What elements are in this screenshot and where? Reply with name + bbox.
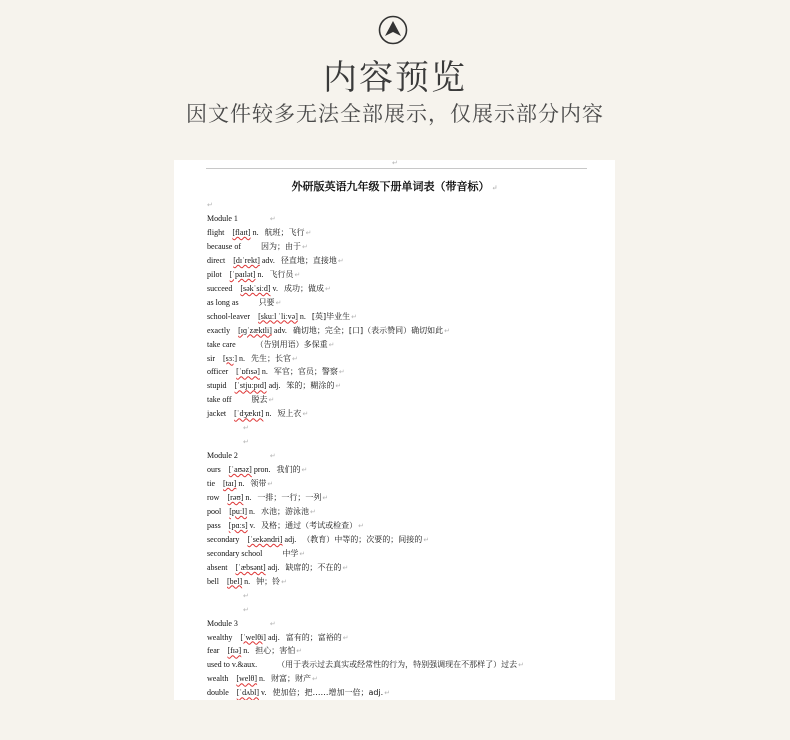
vocab-meaning: （告别用语）多保重 xyxy=(255,339,328,349)
vocab-word: sir xyxy=(207,353,215,363)
vocab-phonetic: [səkˈsiːd] xyxy=(240,283,271,293)
vocab-meaning: 确切地；完全；[口]（表示赞同）确切如此 xyxy=(292,325,444,335)
list-item: school-leaver [skuːl ˈliːvə] n. [英]毕业生↵ xyxy=(207,311,357,321)
vocab-word: wealthy xyxy=(207,632,233,642)
vocab-pos: n. xyxy=(243,646,250,656)
vocab-phonetic: [ˈstjuːpɪd] xyxy=(234,381,267,391)
vocab-meaning: 领带 xyxy=(250,479,267,489)
vocab-meaning: 使加倍；把……增加一倍；adj. xyxy=(272,688,384,698)
list-item: take off 脱去↵ xyxy=(207,395,275,405)
vocab-phonetic: [sɜː] xyxy=(223,353,238,363)
vocab-phonetic: [skuːl ˈliːvə] xyxy=(258,311,298,321)
vocab-phonetic: [ˈpaɪlət] xyxy=(229,269,256,279)
vocab-meaning: 先生；长官 xyxy=(251,353,292,363)
vocab-pos: n. xyxy=(265,409,272,419)
vocab-phonetic: [welθ] xyxy=(236,674,258,684)
vocab-word: take off xyxy=(207,395,232,405)
vocab-meaning: 缺席的；不在的 xyxy=(285,562,342,572)
vocab-meaning: 只要 xyxy=(258,297,275,307)
vocab-meaning: 一排；一行；一列 xyxy=(257,493,322,502)
list-item: fear [fɪə] n. 担心；害怕↵ xyxy=(207,646,303,656)
vocab-word: succeed xyxy=(207,283,233,293)
vocab-pos: n. xyxy=(259,674,266,684)
vocab-phonetic: [puːl] xyxy=(229,506,248,516)
vocab-phonetic: [flaɪt] xyxy=(232,227,251,237)
list-item: ↵ xyxy=(243,591,249,600)
vocab-meaning: 钟；铃 xyxy=(256,576,281,586)
vocab-word: pilot xyxy=(207,269,222,279)
vocab-phonetic: [ˈdʌbl] xyxy=(236,688,259,698)
vocab-pos: n. xyxy=(261,367,268,377)
vocab-word: because of xyxy=(207,241,241,251)
paragraph-mark: ↵ xyxy=(207,201,213,209)
vocab-meaning: 担心；害怕 xyxy=(255,646,296,656)
vocab-pos: adv. xyxy=(261,255,275,265)
vocab-meaning: 径直地；直接地 xyxy=(280,255,337,265)
vocab-pos: v. xyxy=(272,283,279,293)
list-item: jacket [ˈdʒækɪt] n. 短上衣↵ xyxy=(207,409,309,419)
list-item: succeed [səkˈsiːd] v. 成功；做成↵ xyxy=(207,283,331,293)
list-item: stupid [ˈstjuːpɪd] adj. 笨的；糊涂的↵ xyxy=(207,381,342,391)
vocab-pos: n. xyxy=(244,576,251,586)
list-item: Module 3 ↵ xyxy=(207,618,276,628)
vocab-word: tie xyxy=(207,479,215,489)
vocab-word: as long as xyxy=(207,297,239,307)
vocab-word: double xyxy=(207,688,229,698)
list-item: pass [pɑːs] v. 及格；通过（考试或检查）↵ xyxy=(207,520,364,530)
vocab-meaning: 因为；由于 xyxy=(260,241,301,251)
vocab-word: direct xyxy=(207,255,226,265)
vocab-pos: adj. xyxy=(267,562,280,572)
vocab-meaning: 军官；官员；警察 xyxy=(273,367,338,377)
vocab-pos: adj. xyxy=(267,632,280,642)
vocab-word: stupid xyxy=(207,381,227,391)
vocab-pos: n. xyxy=(245,493,252,502)
vocab-pos: pron. xyxy=(253,465,271,475)
list-item: exactly [ɪɡˈzæktli] adv. 确切地；完全；[口]（表示赞同）确切如此↵ xyxy=(207,325,451,335)
vocab-meaning: [英]毕业生 xyxy=(311,311,351,321)
list-item: used to v.&aux. （用于表示过去真实或经常性的行为，特别强调现在不那样了）过去↵ xyxy=(207,660,525,670)
list-item: pilot [ˈpaɪlət] n. 飞行员↵ xyxy=(207,269,301,279)
vocab-word: officer xyxy=(207,367,229,377)
vocab-phonetic: [ˈwelθi] xyxy=(240,632,266,642)
list-item: as long as 只要↵ xyxy=(207,297,282,307)
vocab-meaning: 水池；游泳池 xyxy=(261,506,310,516)
list-item: absent [ˈæbsənt] adj. 缺席的；不在的↵ xyxy=(207,562,349,572)
vocab-word: take care xyxy=(207,339,236,349)
page-title: 内容预览 xyxy=(323,58,467,98)
vocab-meaning: 航班；飞行 xyxy=(264,227,305,237)
vocab-word: Module 3 xyxy=(207,618,238,628)
vocab-pos: adj. xyxy=(268,381,281,391)
vocab-phonetic: [pɑːs] xyxy=(228,520,248,530)
list-item: double [ˈdʌbl] v. 使加倍；把……增加一倍；adj.↵ xyxy=(207,688,391,698)
list-item: ours [ˈaʊəz] pron. 我们的↵ xyxy=(207,465,308,475)
header-rule xyxy=(206,168,587,169)
vocab-meaning: 中学 xyxy=(282,548,299,558)
vocab-meaning: 脱去 xyxy=(251,395,268,405)
vocab-meaning: 及格；通过（考试或检查） xyxy=(261,520,358,530)
vocab-pos: n. xyxy=(238,479,245,489)
document-title: 外研版英语九年级下册单词表（带音标） ↵ xyxy=(291,180,498,193)
document-preview xyxy=(174,160,615,700)
vocab-word: bell xyxy=(207,576,219,586)
vocab-word: pass xyxy=(207,520,221,530)
vocab-phonetic: [ˈɒfɪsə] xyxy=(236,367,260,377)
list-item: Module 2 ↵ xyxy=(207,451,276,461)
vocab-pos: adj. xyxy=(284,534,297,544)
list-item: wealthy [ˈwelθi] adj. 富有的；富裕的↵ xyxy=(207,632,349,642)
list-item: sir [sɜː] n. 先生；长官↵ xyxy=(207,353,298,363)
logo-icon xyxy=(378,15,408,45)
list-item: officer [ˈɒfɪsə] n. 军官；官员；警察↵ xyxy=(207,367,345,377)
vocab-pos: n. xyxy=(239,353,246,363)
vocab-word: secondary xyxy=(207,534,240,544)
vocab-word: absent xyxy=(207,562,228,572)
vocab-word: jacket xyxy=(207,409,227,419)
vocab-word: ours xyxy=(207,465,221,475)
vocab-phonetic: [rəʊ] xyxy=(227,493,244,502)
list-item: secondary [ˈsekəndri] adj. （教育）中等的；次要的；间接的↵ xyxy=(207,534,430,544)
vocab-meaning: （教育）中等的；次要的；间接的 xyxy=(302,534,423,544)
vocab-pos: n. xyxy=(249,506,256,516)
vocab-phonetic: [taɪ] xyxy=(223,479,237,489)
vocab-word: pool xyxy=(207,506,222,516)
list-item: flight [flaɪt] n. 航班；飞行↵ xyxy=(207,227,312,237)
list-item: pool [puːl] n. 水池；游泳池↵ xyxy=(207,506,316,516)
vocab-pos: adv. xyxy=(273,325,287,335)
vocab-word: flight xyxy=(207,227,225,237)
vocab-word: wealth xyxy=(207,674,229,684)
list-item: secondary school 中学↵ xyxy=(207,548,306,558)
list-item: wealth [welθ] n. 财富；财产↵ xyxy=(207,674,318,684)
vocab-meaning: 飞行员 xyxy=(269,269,294,279)
list-item: bell [bel] n. 钟；铃↵ xyxy=(207,576,287,586)
vocab-word: row xyxy=(207,493,220,502)
vocab-meaning: （用于表示过去真实或经常性的行为，特别强调现在不那样了）过去 xyxy=(277,660,518,670)
vocab-phonetic: [fɪə] xyxy=(227,646,242,656)
vocab-word: Module 1 xyxy=(207,214,238,223)
vocab-phonetic: [ˈsekəndri] xyxy=(247,534,283,544)
page-subtitle: 因文件较多无法全部展示，仅展示部分内容 xyxy=(186,102,604,126)
list-item: tie [taɪ] n. 领带↵ xyxy=(207,479,274,489)
vocab-pos: v. xyxy=(261,688,267,698)
vocab-meaning: 笨的；糊涂的 xyxy=(286,381,335,391)
vocab-word: used to v.&aux. xyxy=(207,660,258,670)
list-item: row [rəʊ] n. 一排；一行；一列↵ xyxy=(207,493,329,502)
vocab-meaning: 富有的；富裕的 xyxy=(285,632,342,642)
vocab-meaning: 短上衣 xyxy=(277,409,302,419)
list-item: take care （告别用语）多保重↵ xyxy=(207,339,335,349)
vocab-word: Module 2 xyxy=(207,451,238,461)
list-item: direct [dɪˈrekt] adv. 径直地；直接地↵ xyxy=(207,255,344,265)
list-item: Module 1 ↵ xyxy=(207,214,276,223)
vocab-meaning: 财富；财产 xyxy=(271,674,312,684)
vocab-pos: n. xyxy=(257,269,264,279)
paragraph-mark: ↵ xyxy=(392,160,398,167)
vocab-pos: n. xyxy=(252,227,259,237)
vocab-word: school-leaver xyxy=(207,311,251,321)
vocab-phonetic: [dɪˈrekt] xyxy=(233,255,260,265)
list-item: ↵ xyxy=(243,438,249,447)
vocab-word: fear xyxy=(207,646,220,656)
vocab-phonetic: [ˈaʊəz] xyxy=(228,465,252,475)
vocab-phonetic: [ɪɡˈzæktli] xyxy=(238,325,272,335)
vocab-meaning: 成功；做成 xyxy=(284,283,325,293)
vocab-phonetic: [ˈdʒækɪt] xyxy=(234,409,264,419)
list-item: ↵ xyxy=(243,424,249,433)
vocab-pos: n. xyxy=(299,311,306,321)
vocab-phonetic: [ˈæbsənt] xyxy=(235,562,266,572)
list-item: ↵ xyxy=(243,605,249,614)
vocab-word: secondary school xyxy=(207,548,263,558)
vocab-pos: v. xyxy=(249,520,256,530)
vocab-phonetic: [bel] xyxy=(227,576,243,586)
vocab-meaning: 我们的 xyxy=(276,465,301,475)
list-item: because of 因为；由于↵ xyxy=(207,241,308,251)
vocab-word: exactly xyxy=(207,325,231,335)
